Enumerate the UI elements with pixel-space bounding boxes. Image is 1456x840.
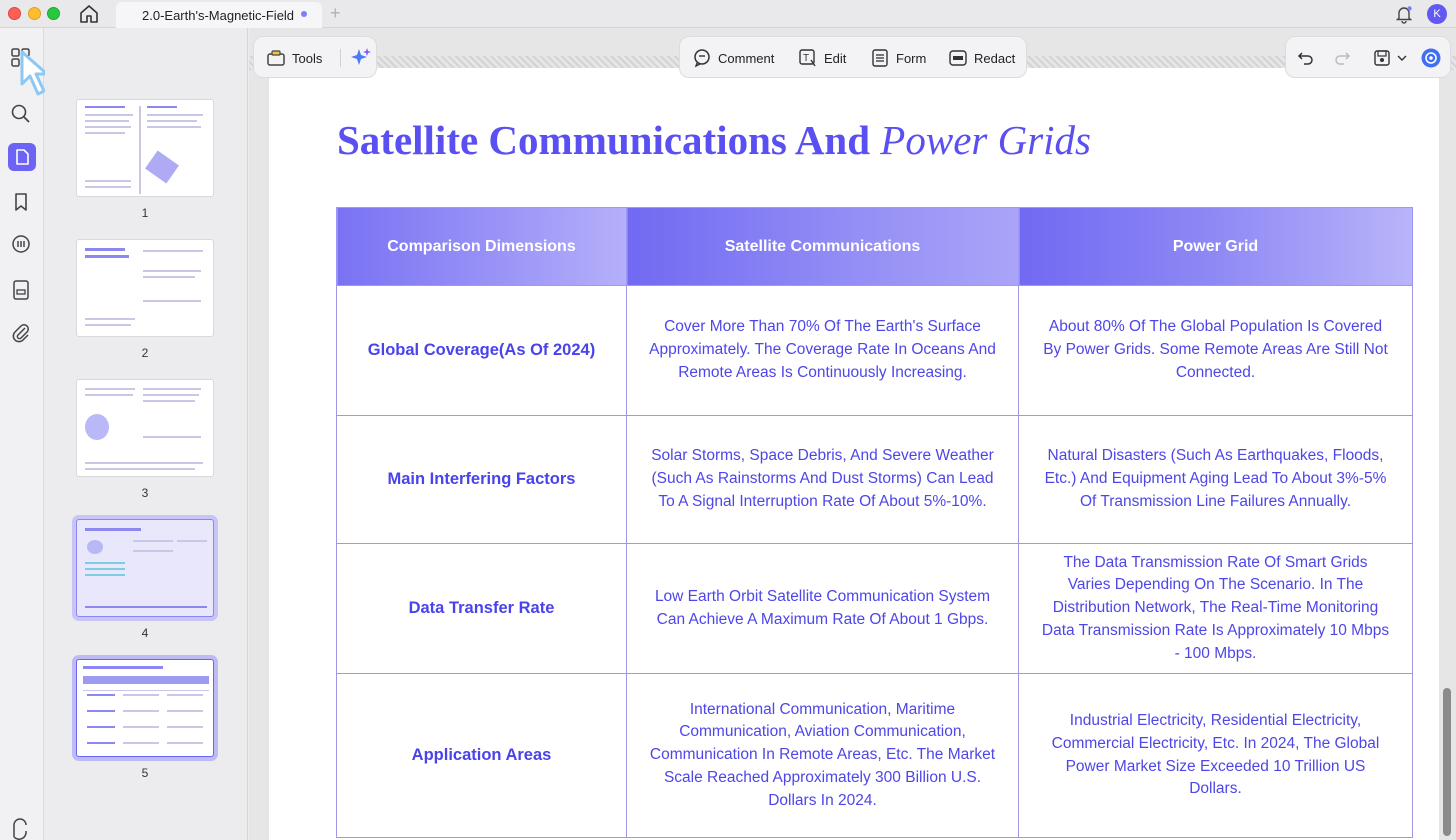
- redo-button[interactable]: [1332, 37, 1358, 79]
- ai-sparkle-button[interactable]: [350, 37, 378, 79]
- table-row: [337, 544, 1413, 674]
- left-rail: [0, 28, 44, 840]
- redact-button[interactable]: [948, 37, 1015, 79]
- title-italic-part: Power Grids: [880, 117, 1092, 163]
- ai-assistant-button[interactable]: [1420, 37, 1448, 79]
- row-grid-cell: The Data Transmission Rate Of Smart Grids Varies Depending On The Scenario. In The Distribution Network, The Real-Time Monitoring Data Transmission Rate Is Approximately 10 Mbps - 100 Mbps.: [1019, 544, 1413, 674]
- edit-toolbar: [679, 36, 1027, 78]
- save-options-chevron-down-icon[interactable]: [1396, 37, 1414, 79]
- app-logo-icon[interactable]: [9, 818, 33, 840]
- toolbar-divider: [340, 49, 341, 67]
- page-thumbnail-5[interactable]: [76, 659, 214, 757]
- minimize-window-button[interactable]: [28, 7, 41, 20]
- bookmark-icon[interactable]: [9, 190, 33, 214]
- row-satellite-cell: Cover More Than 70% Of The Earth's Surface Approximately. The Coverage Rate In Oceans And Remote Areas Is Continuously Increasing.: [627, 286, 1019, 416]
- form-icon: [870, 48, 890, 68]
- table-header-row: [337, 208, 1413, 286]
- comment-button[interactable]: [692, 37, 774, 79]
- ai-assistant-icon: [1420, 47, 1442, 69]
- close-window-button[interactable]: [8, 7, 21, 20]
- row-satellite-cell: Low Earth Orbit Satellite Communication System Can Achieve A Maximum Rate Of About 1 Gbps.: [627, 544, 1019, 674]
- header-comparison-dimensions: Comparison Dimensions: [337, 208, 627, 286]
- undo-icon: [1296, 48, 1316, 68]
- title-bar: [0, 0, 1456, 28]
- comments-icon[interactable]: [9, 233, 33, 257]
- page-title: [337, 116, 1091, 164]
- save-icon: [1372, 48, 1392, 68]
- row-dimension: Application Areas: [337, 674, 627, 838]
- pdf-page: [269, 68, 1439, 840]
- zoom-window-button[interactable]: [47, 7, 60, 20]
- row-dimension: Data Transfer Rate: [337, 544, 627, 674]
- page-thumbnail-2[interactable]: [76, 239, 214, 337]
- comment-label: Comment: [718, 50, 775, 66]
- thumbnails-page-icon[interactable]: [8, 143, 36, 171]
- thumbnails-panel: [45, 28, 248, 840]
- comment-icon: [692, 48, 712, 68]
- page-thumbnail-4[interactable]: [76, 519, 214, 617]
- save-button[interactable]: [1372, 37, 1398, 79]
- page-thumbnail-3[interactable]: [76, 379, 214, 477]
- row-dimension: Global Coverage(As Of 2024): [337, 286, 627, 416]
- page-thumbnail-1[interactable]: [76, 99, 214, 197]
- table-row: [337, 416, 1413, 544]
- form-button[interactable]: [870, 37, 926, 79]
- edit-button[interactable]: [798, 37, 846, 79]
- unsaved-dot-icon: [301, 11, 307, 17]
- page-number-4: 4: [141, 626, 149, 640]
- table-row: [337, 674, 1413, 838]
- comparison-table: [336, 207, 1413, 838]
- tools-toolbar: [253, 36, 377, 78]
- page-number-1: 1: [141, 206, 149, 220]
- redo-icon: [1332, 48, 1352, 68]
- form-fields-icon[interactable]: [9, 278, 33, 302]
- row-satellite-cell: Solar Storms, Space Debris, And Severe Weather (Such As Rainstorms And Dust Storms) Can Lead To A Signal Interruption Rate Of About 5%-10%.: [627, 416, 1019, 544]
- redact-icon: [948, 48, 968, 68]
- header-power-grid: Power Grid: [1019, 208, 1413, 286]
- user-avatar[interactable]: K: [1427, 4, 1447, 24]
- document-tab[interactable]: [116, 2, 322, 28]
- page-number-2: 2: [141, 346, 149, 360]
- document-area: [249, 28, 1456, 840]
- tools-label: Tools: [292, 50, 323, 66]
- title-bold-part: Satellite Communications And: [337, 117, 871, 163]
- row-satellite-cell: International Communication, Maritime Communication, Aviation Communication, Communication In Remote Areas, Etc. The Market Scale Reached Approximately 300 Billion U.S. Dollars In 2024.: [627, 674, 1019, 838]
- toolbox-icon: [266, 49, 286, 67]
- tab-title: 2.0-Earth's-Magnetic-Field: [142, 8, 294, 23]
- header-satellite-communications: Satellite Communications: [627, 208, 1019, 286]
- edit-label: Edit: [824, 50, 847, 66]
- redact-label: Redact: [974, 50, 1016, 66]
- new-tab-plus-icon[interactable]: +: [330, 3, 341, 23]
- ai-sparkle-icon: [350, 47, 372, 69]
- page-number-5: 5: [141, 766, 149, 780]
- svg-text:T: T: [803, 53, 810, 64]
- row-grid-cell: About 80% Of The Global Population Is Covered By Power Grids. Some Remote Areas Are Still Not Connected.: [1019, 286, 1413, 416]
- search-icon[interactable]: [9, 102, 33, 126]
- page-number-3: 3: [141, 486, 149, 500]
- edit-text-icon: [798, 48, 818, 68]
- attachment-icon[interactable]: [9, 321, 33, 345]
- tools-button[interactable]: [266, 37, 322, 79]
- notification-bell-icon[interactable]: [1394, 4, 1414, 24]
- row-dimension: Main Interfering Factors: [337, 416, 627, 544]
- row-grid-cell: Industrial Electricity, Residential Electricity, Commercial Electricity, Etc. In 2024, The Global Power Market Size Exceeded 10 Trillion US Dollars.: [1019, 674, 1413, 838]
- vertical-scrollbar[interactable]: [1443, 688, 1451, 836]
- home-icon[interactable]: [78, 4, 100, 24]
- table-row: [337, 286, 1413, 416]
- history-toolbar: [1285, 36, 1451, 78]
- form-label: Form: [896, 50, 927, 66]
- row-grid-cell: Natural Disasters (Such As Earthquakes, Floods, Etc.) And Equipment Aging Lead To About 3%-5% Of Transmission Line Failures Annually.: [1019, 416, 1413, 544]
- undo-button[interactable]: [1296, 37, 1322, 79]
